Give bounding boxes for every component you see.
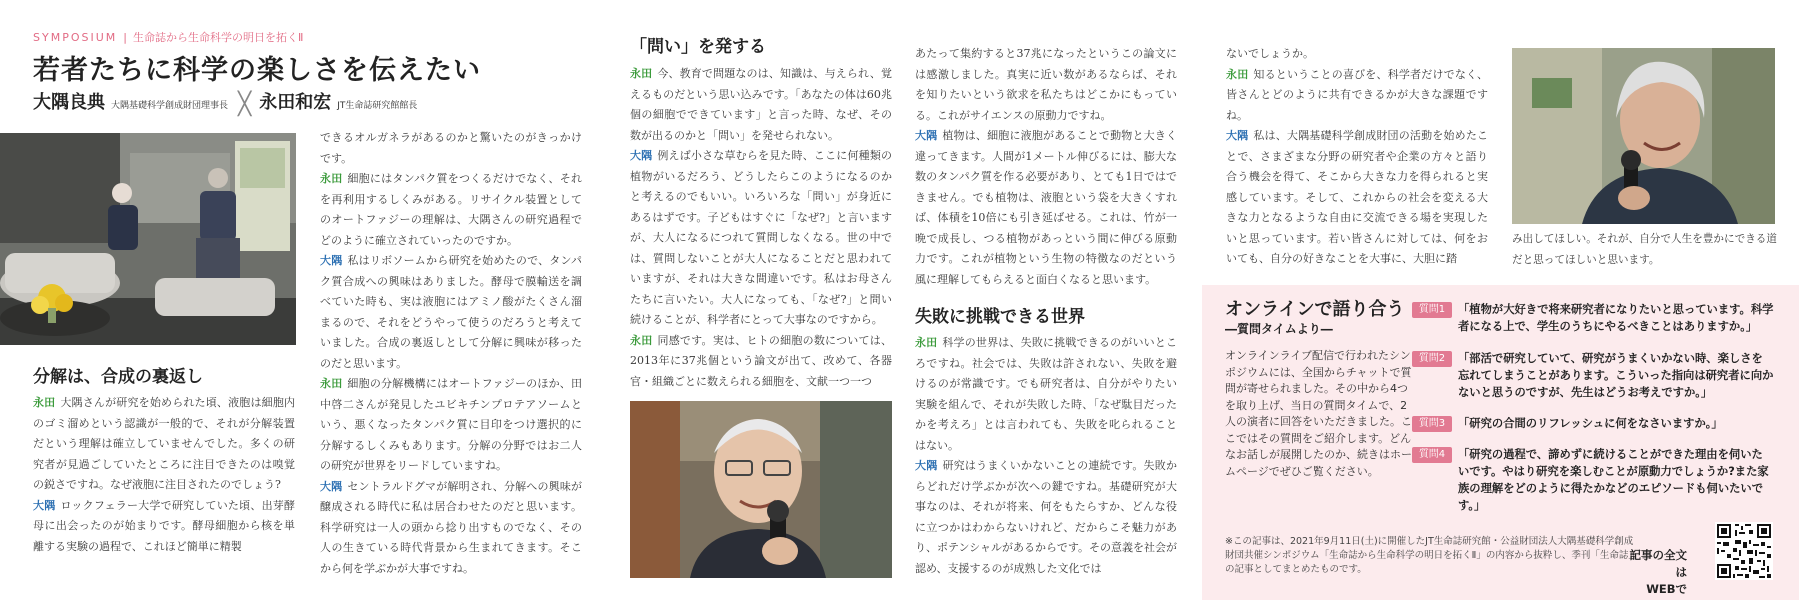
paragraph-text: 例えば小さな草むらを見た時、ここに何種類の植物がいるだろう、どうしたらこのようになるのかと考えるのでもいい。いろいろな「問い」が身近にあるはずです。子どもはすぐに「なぜ?」と言いますが、大人になるにつれて質問しなくなる。世の中では、質問しないことが大人になることだと思われていますが、それは大きな間違いです。私はお母さんたちに言いたい。大人になっても、「なぜ?」と問い続けることが、科学者にとって大事なのですから。 bbox=[630, 149, 893, 326]
qr-pattern bbox=[1715, 522, 1773, 580]
paragraph bbox=[33, 496, 295, 558]
portrait-illustration bbox=[630, 401, 892, 578]
speaker-tag: 大隅 bbox=[320, 479, 343, 493]
paragraph bbox=[915, 333, 1177, 456]
paragraph-text: 研究はうまくいかないことの連続です。失敗からどれだけ学ぶかが次への鍵ですね。基礎研究が大事なのは、それが将来、何をもたらすか、どんな役に立つかはわからないけれど、だからこそ魅力があり、ポテンシャルがあるからです。その意義を社会が認め、支援するのが成熟した文化では bbox=[915, 459, 1178, 575]
paragraph bbox=[320, 128, 582, 169]
speaker-tag: 永田 bbox=[1226, 67, 1249, 81]
paragraph bbox=[1226, 126, 1488, 270]
paragraph bbox=[1226, 65, 1488, 127]
speaker-tag: 永田 bbox=[320, 377, 343, 390]
paragraph-text: 植物は、細胞に液胞があることで動物と大きく違ってきます。人間が1メートル伸びるには、膨大な数のタンパク質を作る必要があり、とても1日ではできません。でも植物は、液胞という袋を大きくすれば、体積を10倍にも引き延ばせる。これは、竹が一晩で成長し、つる植物があっという間に伸びる原動力です。これが植物という生物の特徴なのだという風に理解してもらえると面白くなると思います。 bbox=[915, 129, 1178, 286]
speaker1-name: 大隅良典 bbox=[33, 92, 105, 113]
paragraph-text: 細胞の分解機構にはオートファジーのほか、田中啓二さんが発見したユビキチンプロテアソームという、悪くなったタンパク質に目印をつけ選択的に分解するしくみもあります。分解の分野ではお二人の研究が世界をリードしていますね。 bbox=[320, 377, 583, 472]
qr-code-icon[interactable] bbox=[1715, 522, 1773, 580]
speaker-tag: 大隅 bbox=[1226, 129, 1249, 142]
paragraph-text: ないでしょうか。 bbox=[1226, 47, 1314, 60]
speaker-tag: 大隅 bbox=[915, 129, 938, 142]
paragraph bbox=[320, 477, 582, 580]
paragraph bbox=[320, 374, 582, 477]
paragraph bbox=[1226, 44, 1488, 65]
question-badge: 質問1 bbox=[1412, 302, 1452, 318]
question-badge: 質問2 bbox=[1412, 351, 1452, 367]
web-line-2: WEBで bbox=[1646, 582, 1687, 596]
qa-subtitle: ―質問タイムより― bbox=[1225, 322, 1333, 336]
paragraph-text: 私は、大隅基礎科学創成財団の活動を始めたことで、さまざまな分野の研究者や企業の方々と語り合う機会を得て、そこから大きな力を得られると実感しています。そして、これからの社会を変える大きな力となるような自由に交流できる場を実現したいと思っています。若い皆さんに対しては、何をおいても、自分の好きなことを大事に、大胆に踏 bbox=[1226, 129, 1489, 265]
footnote: ※この記事は、2021年9月11日(土)に開催したJT生命誌研究館・公益財団法人大隅基礎科学創成財団共催シンポジウム「生命誌から生命科学の明日を拓くⅡ」の内容から抜粋し、季刊「生命誌」の記事としてまとめたものです。 bbox=[1225, 536, 1638, 575]
paragraph-text: 同感です。実は、ヒトの細胞の数については、2013年に37兆個という論文が出て、改めて、各器官・組織ごとに数えられる細胞を、文献一つ一つ bbox=[630, 333, 892, 388]
speaker-tag: 永田 bbox=[630, 67, 653, 80]
question-badge: 質問4 bbox=[1412, 447, 1452, 463]
speaker1-role: 大隅基礎科学創成財団理事長 bbox=[111, 101, 229, 111]
col5-continuation: み出してほしい。それが、自分で人生を豊かにできる道だと思ってほしいと思います。 bbox=[1512, 233, 1777, 266]
paragraph-text: 今、教育で問題なのは、知識は、与えられ、覚えるものだという思い込みです。「あなたの体は60兆個の細胞でできています」と言った時、なぜ、その数が出るのかと「問い」を発せられない。 bbox=[630, 67, 892, 142]
speaker-tag: 永田 bbox=[630, 333, 653, 347]
paragraph bbox=[630, 64, 892, 146]
col3-heading: 「問い」を発する bbox=[630, 37, 766, 57]
web-line-1: 記事の全文は bbox=[1629, 548, 1687, 579]
paragraph-text: セントラルドグマが解明され、分解への興味が醸成される時代に私は居合わせたのだと思います。科学研究は一人の頭から捻り出すものでなく、その人の生きている時代背景から生まれてきます。そこから何を学ぶかが大事ですね。 bbox=[320, 479, 583, 575]
qa-title: オンラインで語り合う bbox=[1225, 299, 1405, 320]
speaker2-role: JT生命誌研究館館長 bbox=[337, 101, 418, 111]
paragraph bbox=[320, 251, 582, 374]
paragraph-text: ロックフェラー大学で研究していた頃、出芽酵母に出会ったのが始まりです。酵母細胞から核を単離する実験の過程で、これほど簡単に精製 bbox=[33, 498, 295, 553]
question-text: 「植物が大好きで将来研究者になりたいと思っています。科学者になる上で、学生のうちにやるべきことはありますか。」 bbox=[1458, 303, 1774, 333]
speaker-tag: 大隅 bbox=[320, 254, 343, 267]
nagata-photo bbox=[1512, 48, 1775, 224]
paragraph-text: 知るということの喜びを、科学者だけでなく、皆さんとどのように共有できるかが大きな課題ですね。 bbox=[1226, 67, 1489, 122]
col4-heading: 失敗に挑戦できる世界 bbox=[915, 307, 1085, 327]
paragraph bbox=[915, 456, 1177, 579]
speaker-line bbox=[33, 88, 417, 117]
symposium-word: SYMPOSIUM bbox=[33, 31, 118, 44]
paragraph bbox=[915, 126, 1177, 290]
speaker-tag: 大隅 bbox=[33, 498, 56, 512]
speaker-tag: 永田 bbox=[320, 172, 343, 185]
paragraph bbox=[630, 146, 892, 331]
speaker-tag: 永田 bbox=[915, 336, 938, 349]
paragraph-text: 科学の世界は、失敗に挑戦できるのがいいところですね。社会では、失敗は許されない、失敗を避けるのが常識です。でも研究者は、自分がやりたい実験を組んで、それが失敗した時、「なぜ駄目だったかを考えろ」とは言われても、失敗を叱られることはない。 bbox=[915, 336, 1178, 452]
col2-body bbox=[320, 128, 582, 579]
paragraph-text: 私はリボソームから研究を始めたので、タンパク質合成への興味はありました。酵母で膜輸送を調べていた時も、実は液胞にはアミノ酸がたくさん溜まるので、それをどうやって使うのだろうと考えていました。合成の裏返しとして分解に興味が移ったのだと思います。 bbox=[320, 254, 582, 370]
speaker2-name: 永田和宏 bbox=[259, 92, 332, 113]
paragraph bbox=[915, 44, 1177, 126]
stage-photo bbox=[0, 133, 296, 345]
col1-body bbox=[33, 393, 295, 557]
question-text: 「研究の過程で、諦めずに続けることができた理由を伺いたいです。やはり研究を楽しむことが原動力でしょうか?また家族の理解をどのように得たかなどのエピソードも伺いたいです。」 bbox=[1458, 448, 1769, 512]
qa-intro: オンラインライブ配信で行われたシンポジウムには、全国からチャットで質問が寄せられました。その中から4つを取り上げ、当日の質問タイムで、2人の演者に回答をいただきました。ここではその質問をご紹介します。どんなお話しが展開したのか、続きはホームページでぜひご覧ください。 bbox=[1225, 349, 1412, 478]
paragraph bbox=[33, 393, 295, 496]
symposium-label bbox=[33, 29, 303, 45]
col4-body bbox=[915, 44, 1177, 290]
paragraph-text: できるオルガネラがあるのかと驚いたのがきっかけです。 bbox=[320, 131, 582, 165]
series-title: 生命誌から生命科学の明日を拓くⅡ bbox=[132, 31, 304, 44]
page-title: 若者たちに科学の楽しさを伝えたい bbox=[33, 55, 481, 86]
stage-illustration bbox=[0, 133, 296, 345]
speaker-tag: 永田 bbox=[33, 396, 56, 409]
paragraph bbox=[320, 169, 582, 251]
col4-body-2 bbox=[915, 333, 1177, 579]
ohsumi-photo bbox=[630, 401, 892, 578]
web-link-text[interactable] bbox=[1625, 547, 1687, 598]
cross-mark: ╳ bbox=[238, 92, 252, 117]
paragraph-text: 大隅さんが研究を始められた頃、液胞は細胞内のゴミ溜めという認識が一般的で、それが分解装置だという理解は確立していませんでした。多くの研究者が見過ごしていたところに注目できたのは嗅覚の鋭さですね。なぜ液胞に注目されたのでしょう? bbox=[33, 396, 296, 491]
speaker-tag: 大隅 bbox=[915, 459, 938, 472]
separator: | bbox=[123, 31, 127, 44]
question-text: 「研究の合間のリフレッシュに何をなさいますか。」 bbox=[1458, 417, 1723, 430]
paragraph bbox=[630, 331, 892, 393]
question-badge: 質問3 bbox=[1412, 416, 1452, 432]
paragraph-text: あたって集約すると37兆になったというこの論文には感激しました。真実に近い数があるならば、それを知りたいという欲求を私たちはどこかにもっている。これがサイエンスの原動力ですね。 bbox=[915, 47, 1177, 122]
speaker-tag: 大隅 bbox=[630, 149, 653, 162]
paragraph-text: 細胞にはタンパク質をつくるだけでなく、それを再利用するしくみがある。リサイクル装置としてのオートファジーの理解は、大隅さんの研究過程でどのように確立されていったのですか。 bbox=[320, 172, 582, 247]
col3-body bbox=[630, 64, 892, 392]
question-text: 「部活で研究していて、研究がうまくいかない時、楽しさを忘れてしまうことがあります。こういった指向は研究者に向かないと思うのですが、先生はどうお考えですか。」 bbox=[1458, 352, 1774, 399]
portrait-illustration bbox=[1512, 48, 1775, 224]
col5-body bbox=[1226, 44, 1488, 270]
col1-heading: 分解は、合成の裏返し bbox=[33, 367, 203, 387]
